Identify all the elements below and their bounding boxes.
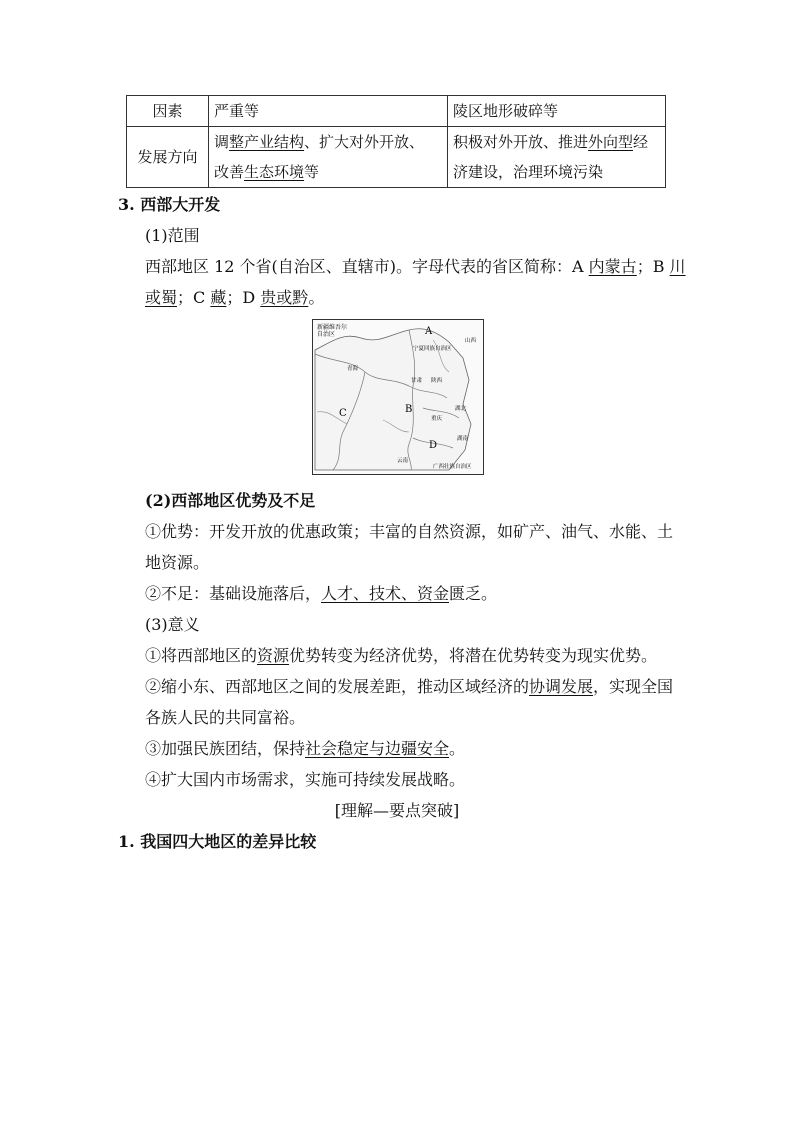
map-place-label: 重庆 (431, 416, 443, 422)
map-label-d: D (429, 440, 438, 451)
table-row (127, 127, 666, 188)
paragraph-line: ④扩大国内市场需求，实施可持续发展战略。 (145, 770, 466, 789)
text: ③加强民族团结，保持 (145, 739, 306, 758)
map-label-c: C (339, 408, 347, 419)
map-label-b: B (405, 404, 413, 415)
cell-text: 济建设，治理环境污染 (453, 163, 604, 181)
map-place-label: 云南 (397, 458, 409, 464)
text: 优势转变为经济优势，将潜在优势转变为现实优势。 (289, 646, 658, 665)
paragraph-line (145, 739, 465, 759)
text: ②不足：基础设施落后， (145, 584, 322, 603)
text: ，实现全国 (593, 677, 674, 696)
map-graphic (313, 320, 483, 474)
text: ；B (636, 257, 670, 276)
paragraph-line: ①优势：开发开放的优惠政策；丰富的自然资源，如矿产、油气、水能、土 (145, 522, 674, 541)
map-legend-label-2: 自治区 (317, 331, 336, 338)
cell-text: 调 (214, 133, 230, 151)
map-place-label: 青海 (347, 366, 359, 372)
map-place-label: 湖南 (457, 436, 469, 442)
table-cell: 严重等 (209, 96, 448, 127)
cell-text: 、扩大对外开放、 (304, 133, 425, 151)
heading-text: 西部大开发 (140, 195, 221, 214)
underlined-answer: 内蒙古 (588, 257, 637, 276)
paragraph-line (145, 584, 497, 604)
map-place-label: 甘肃 (411, 378, 423, 384)
paragraph-line (145, 288, 324, 308)
underlined-answer: 川 (669, 257, 686, 276)
underlined-answer: 或蜀 (145, 288, 178, 307)
map-label-a: A (425, 326, 433, 337)
cell-text: 积极对外开放、推进 (453, 133, 589, 151)
text: ；D (226, 288, 261, 307)
western-china-map (312, 319, 484, 475)
underlined-answer: 藏 (210, 288, 227, 307)
text: ①将西部地区的 (145, 646, 258, 665)
paragraph-line (145, 257, 686, 277)
paragraph-line: 各族人民的共同富裕。 (145, 708, 306, 727)
cell-text: 改善 (214, 163, 245, 181)
subsection-title: (1)范围 (145, 226, 200, 245)
comparison-table (126, 95, 666, 188)
section-heading (118, 195, 220, 215)
heading-number: 1. (118, 832, 135, 851)
section-banner: [理解—要点突破] (334, 801, 460, 820)
subsection-title: (2)西部地区优势及不足 (145, 491, 316, 510)
text: 西部地区 12 个省(自治区、直辖市)。字母代表的省区简称：A (145, 257, 589, 276)
table-cell (209, 127, 448, 188)
text: ②缩小东、西部地区之间的发展差距，推动区域经济的 (145, 677, 530, 696)
underlined-answer: 人才、技术、资金 (321, 584, 450, 603)
heading-text: 我国四大地区的差异比较 (140, 832, 317, 851)
table-row (127, 96, 666, 127)
map-place-label: 湖北 (455, 406, 467, 412)
subsection-title: (3)意义 (145, 615, 200, 634)
paragraph-line (145, 646, 657, 666)
underlined-answer: 协调发展 (529, 677, 594, 696)
underlined-answer: 生态环境 (244, 163, 305, 181)
underlined-answer: 整产业结构 (229, 133, 305, 151)
paragraph-line (145, 677, 673, 697)
text: 。 (308, 288, 325, 307)
cell-text: 经 (633, 133, 649, 151)
underlined-answer: 社会稳定与边疆安全 (305, 739, 450, 758)
row-label: 发展方向 (127, 127, 209, 188)
underlined-answer: 贵或黔 (260, 288, 309, 307)
map-place-label: 宁夏回族自治区 (413, 346, 452, 352)
map-legend-label: 新疆维吾尔 (317, 324, 348, 331)
map-place-label: 山西 (465, 338, 477, 344)
text: 匮乏。 (449, 584, 498, 603)
map-place-label: 陕西 (431, 378, 443, 384)
table-cell: 陵区地形破碎等 (448, 96, 666, 127)
point-heading (118, 832, 316, 852)
paragraph-line: 地资源。 (145, 553, 210, 572)
row-label: 因素 (127, 96, 209, 127)
text: ；C (177, 288, 211, 307)
cell-text: 等 (304, 163, 320, 181)
text: 。 (449, 739, 466, 758)
heading-number: 3. (118, 195, 135, 214)
map-place-label: 广西壮族自治区 (433, 464, 472, 470)
table-cell (448, 127, 666, 188)
underlined-answer: 资源 (257, 646, 290, 665)
underlined-answer: 外向型 (588, 133, 634, 151)
